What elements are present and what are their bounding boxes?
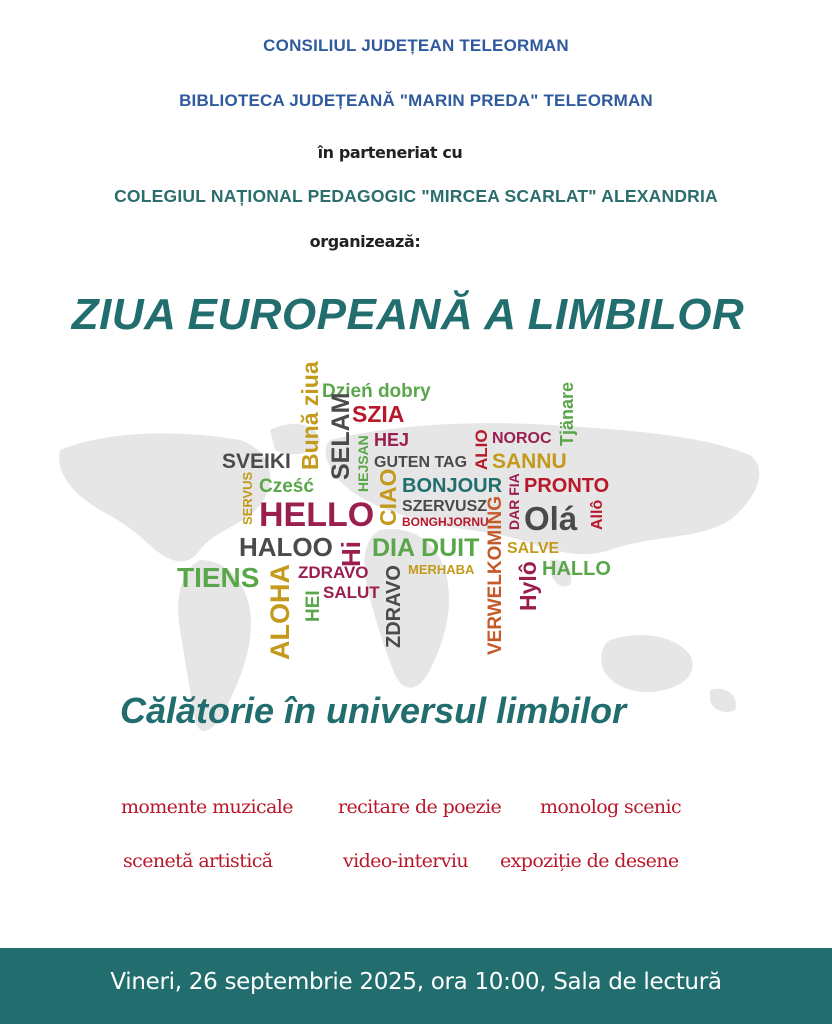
word-bonjour: BONJOUR <box>402 475 503 497</box>
word-zdravo-2: ZDRAVO <box>383 565 405 648</box>
event-footer-bar <box>0 948 832 1024</box>
word-salut: SALUT <box>323 583 380 602</box>
word-pronto: PRONTO <box>524 475 610 497</box>
activity-artistic-sketch: scenetă artistică <box>123 850 273 872</box>
organizer-library: BIBLIOTECA JUDEȚEANĂ "MARIN PREDA" TELEORMAN <box>179 91 653 110</box>
word-tiens: TIENS <box>177 562 260 593</box>
activity-poetry-recital: recitare de poezie <box>338 796 502 818</box>
word-aloha: ALOHA <box>265 564 295 660</box>
word-hejsan: HEJSAN <box>355 435 371 492</box>
word-hej: HEJ <box>374 430 410 450</box>
word-tjanare: Tjänare <box>557 381 577 446</box>
word-alio: ALIO <box>472 429 491 470</box>
word-allo: Allô <box>589 499 606 530</box>
word-noroc: NOROC <box>492 430 552 447</box>
word-guten-tag: GUTEN TAG <box>374 454 468 471</box>
event-subtitle: Călătorie în universul limbilor <box>120 690 627 731</box>
word-hallo: HALLO <box>542 558 611 580</box>
word-dar-fia: DAR FIA <box>506 473 522 530</box>
activity-musical-moments: momente muzicale <box>121 796 293 818</box>
word-selam: SELAM <box>327 392 355 480</box>
word-hi: Hi <box>336 541 366 567</box>
word-ciao: CIAO <box>375 468 401 526</box>
word-czesc: Cześć <box>259 476 314 497</box>
word-bonghjornu: BONGHJORNU <box>402 515 489 529</box>
event-date-location: Vineri, 26 septembrie 2025, ora 10:00, Sala de lectură <box>110 969 722 995</box>
organizes-text: organizează: <box>309 232 421 251</box>
event-title: ZIUA EUROPEANĂ A LIMBILOR <box>71 290 745 339</box>
word-haloo: HALOO <box>239 532 333 562</box>
word-hylo: Hylô <box>515 561 541 611</box>
activity-video-interview: video-interviu <box>343 850 468 872</box>
word-hello: HELLO <box>259 496 375 534</box>
word-szervusz: SZERVUSZ <box>402 498 488 515</box>
word-salve: SALVE <box>507 540 560 557</box>
organizer-county-council: CONSILIUL JUDEȚEAN TELEORMAN <box>263 36 569 55</box>
partner-college: COLEGIUL NAȚIONAL PEDAGOGIC "MIRCEA SCARLAT" ALEXANDRIA <box>114 186 718 206</box>
word-servus: SERVUS <box>240 471 255 525</box>
activity-drawing-exhibition: expoziție de desene <box>500 850 679 872</box>
word-sveiki: SVEIKI <box>222 450 291 473</box>
word-buna-ziua: Bună ziua <box>297 361 323 470</box>
word-dzien-dobry: Dzień dobry <box>322 381 431 402</box>
partnership-text: în parteneriat cu <box>317 143 463 162</box>
word-szia: SZIA <box>352 401 405 427</box>
word-ola: Olá <box>524 500 578 537</box>
word-hei: HEI <box>303 590 324 622</box>
word-verwelkoming: VERWELKOMING <box>485 495 506 655</box>
word-merhaba: MERHABA <box>408 562 475 577</box>
word-sannu: SANNU <box>492 450 567 473</box>
word-zdravo-1: ZDRAVO <box>298 563 369 582</box>
activity-stage-monologue: monolog scenic <box>540 796 682 818</box>
word-dia-duit: DIA DUIT <box>372 534 480 562</box>
